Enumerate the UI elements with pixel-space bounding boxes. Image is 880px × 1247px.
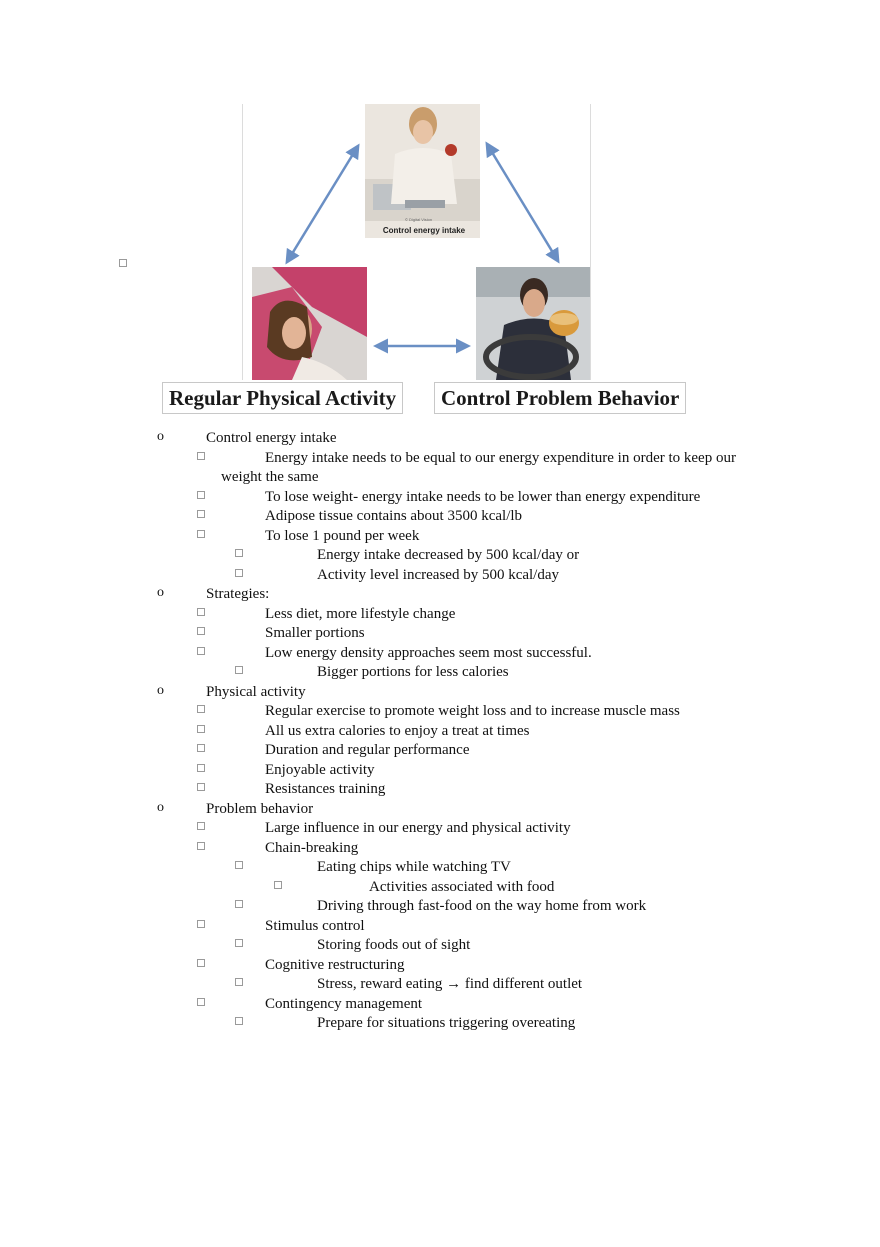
energy-balance-figure — [162, 104, 698, 416]
outline-item-level-2: Stress, reward eating → find different outlet — [317, 976, 583, 992]
outline-bullet-o: o — [157, 799, 164, 815]
bullet-square-icon — [197, 452, 205, 460]
control-problem-behavior-label: Control Problem Behavior — [434, 382, 686, 414]
cycle-arrows — [162, 104, 698, 416]
outline-item-level-1: Energy intake needs to be equal to our energy expenditure in order to keep our — [265, 449, 736, 466]
bullet-square-icon — [197, 530, 205, 538]
bullet-square-icon — [197, 491, 205, 499]
bullet-square-icon — [197, 705, 205, 713]
outline-item-level-1: Less diet, more lifestyle change — [265, 605, 456, 622]
outline-item-level-2: Prepare for situations triggering overeating — [317, 1015, 576, 1031]
outline-item-level-1: Chain-breaking — [265, 839, 359, 856]
bullet-square-icon — [235, 861, 243, 869]
bullet-square-icon — [197, 510, 205, 518]
photo-watermark: © Digital Vision — [405, 217, 433, 222]
outline-item-level-1: Adipose tissue contains about 3500 kcal/lb — [265, 508, 523, 524]
outline-item-level-1: To lose weight- energy intake needs to be lower than energy expenditure — [265, 488, 701, 505]
outline-item-level-1: Cognitive restructuring — [265, 956, 405, 973]
bullet-square-icon — [235, 939, 243, 947]
bullet-square-icon — [119, 259, 127, 267]
top-caption: Control energy intake — [382, 226, 466, 235]
outline-item-level-1: To lose 1 pound per week — [265, 527, 420, 544]
bullet-square-icon — [235, 569, 243, 577]
outline-item-level-1: Large influence in our energy and physical activity — [265, 820, 571, 836]
bullet-square-icon — [197, 608, 205, 616]
bullet-square-icon — [197, 725, 205, 733]
outline-item-level-1: Low energy density approaches seem most successful. — [265, 644, 592, 661]
outline-item-level-2: Eating chips while watching TV — [317, 859, 511, 875]
bullet-square-icon — [274, 881, 282, 889]
outline-item-level-1: Duration and regular performance — [265, 742, 470, 758]
bullet-square-icon — [197, 959, 205, 967]
outline-item-level-1: Smaller portions — [265, 625, 365, 641]
outline-item-level-0: Physical activity — [206, 683, 306, 700]
bullet-square-icon — [197, 647, 205, 655]
bullet-square-icon — [235, 1017, 243, 1025]
outline-item-level-1: Stimulus control — [265, 917, 365, 934]
outline-item-level-2: Energy intake decreased by 500 kcal/day or — [317, 547, 580, 563]
regular-physical-activity-label: Regular Physical Activity — [162, 382, 403, 414]
outline-item-level-1: Regular exercise to promote weight loss and to increase muscle mass — [265, 703, 680, 719]
bullet-square-icon — [197, 998, 205, 1006]
outline-bullet-o: o — [157, 682, 164, 698]
bullet-square-icon — [235, 900, 243, 908]
outline-bullet-o: o — [157, 585, 164, 600]
outline-item-level-2: Activity level increased by 500 kcal/day — [317, 566, 559, 583]
outline-item-level-0: Strategies: — [206, 586, 270, 602]
outline-item-level-1: All us extra calories to enjoy a treat at times — [265, 722, 530, 739]
bullet-square-icon — [235, 666, 243, 674]
bullet-square-icon — [235, 549, 243, 557]
outline-item-level-1: Enjoyable activity — [265, 761, 375, 778]
bullet-square-icon — [197, 783, 205, 791]
outline-item-continuation: weight the same — [221, 469, 319, 485]
outline-item-level-2: Driving through fast-food on the way home from work — [317, 898, 647, 914]
outline-item-level-2: Storing foods out of sight — [317, 937, 471, 953]
bullet-square-icon — [197, 764, 205, 772]
bullet-square-icon — [197, 627, 205, 635]
outline-item-level-2: Bigger portions for less calories — [317, 664, 509, 680]
bullet-square-icon — [197, 822, 205, 830]
bullet-square-icon — [235, 978, 243, 986]
outline-item-level-3: Activities associated with food — [369, 878, 555, 895]
outline-item-level-1: Resistances training — [265, 781, 386, 797]
bullet-square-icon — [197, 920, 205, 928]
outline-item-level-0: Control energy intake — [206, 430, 337, 446]
bullet-square-icon — [197, 842, 205, 850]
outline-bullet-o: o — [157, 429, 164, 444]
outline-item-level-0: Problem behavior — [206, 800, 314, 817]
bullet-square-icon — [197, 744, 205, 752]
outline-item-level-1: Contingency management — [265, 995, 423, 1012]
